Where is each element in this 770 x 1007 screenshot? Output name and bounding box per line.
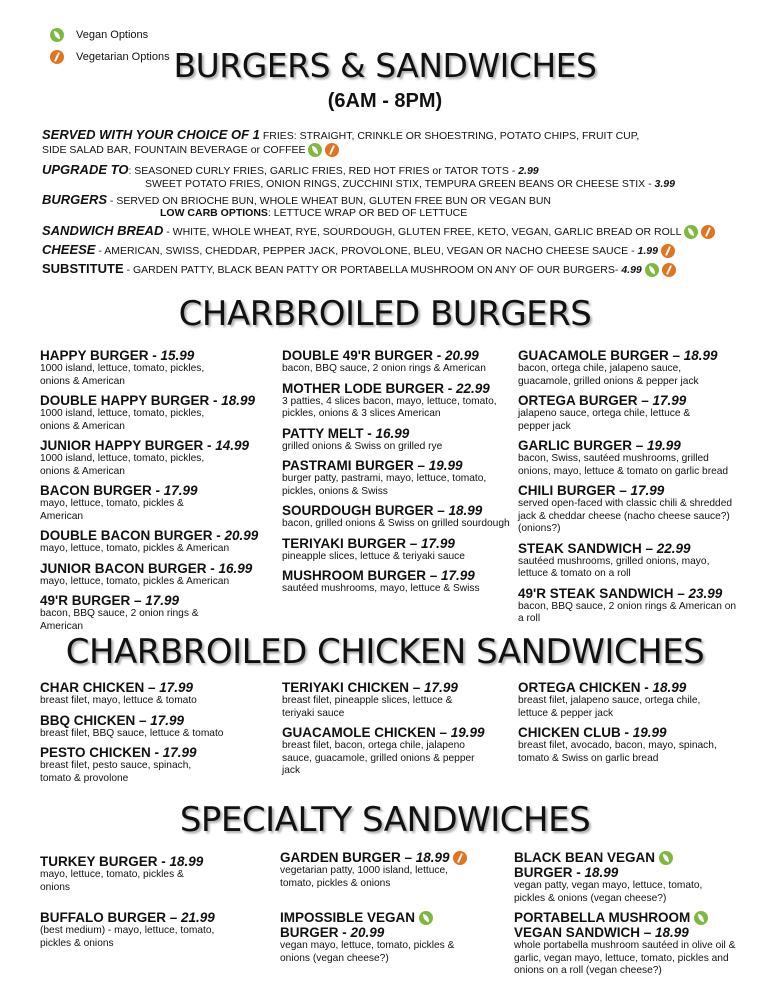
item-name-text: PATTY MELT xyxy=(282,425,364,441)
menu-item xyxy=(518,438,748,478)
item-name-text: ORTEGA CHICKEN xyxy=(518,680,641,695)
carrot-icon xyxy=(662,263,676,277)
item-name-text: BUFFALO BURGER xyxy=(40,910,166,925)
item-name-text: - xyxy=(444,380,456,396)
item-name xyxy=(518,348,748,363)
item-name xyxy=(40,910,250,925)
item-price: 18.99 xyxy=(169,854,204,869)
item-name xyxy=(40,438,275,453)
burgers-bun-line: BURGERS - SERVED ON BRIOCHE BUN, WHOLE WHEAT BUN, GLUTEN FREE BUN OR VEGAN BUN xyxy=(42,192,551,207)
served-with-line: SERVED WITH YOUR CHOICE OF 1 FRIES: STRAIGHT, CRINKLE OR SHOESTRING, POTATO CHIPS, FRUIT CUP, xyxy=(42,127,640,142)
item-description: sautéed mushrooms, grilled onions, mayo, lettuce & tomato on a roll xyxy=(518,555,710,579)
item-name-text: MUSHROOM BURGER xyxy=(282,568,426,583)
item-description: 1000 island, lettuce, tomato, pickles, onions & American xyxy=(40,408,205,432)
section-title-chicken: CHARBROILED CHICKEN SANDWICHES xyxy=(65,632,705,672)
item-name-text: 49'R STEAK SANDWICH xyxy=(518,585,674,601)
item-name xyxy=(282,503,514,518)
menu-item xyxy=(40,393,275,433)
item-name-text: – xyxy=(632,438,648,453)
section-title-burgers-sandwiches: BURGERS & SANDWICHES xyxy=(173,46,597,85)
item-name-text: VEGAN SANDWICH xyxy=(514,925,641,941)
burgers-col-3 xyxy=(518,348,748,631)
item-name-text: – xyxy=(413,458,429,473)
item-name-text: - xyxy=(432,348,445,363)
leaf-icon xyxy=(645,263,659,277)
item-name-text: DOUBLE 49'R BURGER xyxy=(282,348,433,363)
item-name-text: - xyxy=(206,560,219,576)
section-title-charbroiled-burgers: CHARBROILED BURGERS xyxy=(178,294,592,334)
item-name xyxy=(40,393,275,408)
item-price: 17.99 xyxy=(159,680,194,695)
item-name-text: TERIYAKI BURGER xyxy=(282,535,407,551)
item-price: 16.99 xyxy=(218,560,253,576)
item-description: 3 patties, 4 slices bacon, mayo, lettuce, tomato, pickles, onions & 3 slices American xyxy=(282,395,497,419)
item-name xyxy=(282,348,514,363)
item-name-text: - xyxy=(572,865,585,881)
item-name xyxy=(518,725,748,740)
item-name xyxy=(514,865,754,880)
item-description: 1000 island, lettuce, tomato, pickles, onions & American xyxy=(40,363,205,387)
item-name-text: – xyxy=(130,593,146,608)
item-description: mayo, lettuce, tomato, pickles & American xyxy=(40,575,230,587)
item-name-text: GUACAMOLE BURGER xyxy=(518,348,669,363)
menu-item xyxy=(282,680,514,720)
item-description: bacon, BBQ sauce, 2 onion rings & American xyxy=(40,608,199,632)
item-name-text: BURGER xyxy=(280,925,339,941)
item-name-text: PASTRAMI BURGER xyxy=(282,458,414,473)
carrot-icon xyxy=(661,244,675,258)
leaf-icon xyxy=(694,911,708,925)
item-name xyxy=(40,593,275,608)
menu-item xyxy=(40,528,275,556)
specialty-turkey xyxy=(40,854,230,894)
item-name-text: – xyxy=(426,568,442,583)
specialty-garden xyxy=(280,850,500,890)
item-description: 1000 island, lettuce, tomato, pickles, onions & American xyxy=(40,453,205,477)
item-name-text: DOUBLE HAPPY BURGER xyxy=(40,393,210,408)
item-description: vegetarian patty, 1000 island, lettuce, tomato, pickles & onions xyxy=(280,865,449,889)
item-description: mayo, lettuce, tomato, pickles & American xyxy=(40,543,230,554)
item-name-text: - xyxy=(151,483,164,498)
item-description: bacon, BBQ sauce, 2 onion rings & American on a roll xyxy=(518,600,737,624)
item-name xyxy=(40,854,230,869)
item-name xyxy=(40,713,275,728)
item-name-text: PORTABELLA MUSHROOM xyxy=(514,910,691,925)
item-name-text: - xyxy=(157,854,170,869)
item-price: 21.99 xyxy=(181,910,215,925)
item-name-text: - xyxy=(338,925,351,941)
item-name-text: 49'R BURGER xyxy=(40,593,131,608)
item-price: 16.99 xyxy=(375,425,410,441)
item-price: 17.99 xyxy=(630,483,665,498)
item-name xyxy=(282,680,514,695)
item-name-text: SOURDOUGH BURGER xyxy=(282,503,434,518)
section-title-specialty: SPECIALTY SANDWICHES xyxy=(179,800,591,840)
chicken-col-2 xyxy=(282,680,514,783)
hours: (6AM - 8PM) xyxy=(327,90,443,112)
menu-item xyxy=(518,348,748,388)
item-description: breast filet, mayo, lettuce & tomato xyxy=(40,695,197,706)
specialty-buffalo xyxy=(40,910,250,950)
item-price: 19.99 xyxy=(450,725,485,740)
item-name-text: GARLIC BURGER xyxy=(518,438,632,453)
leaf-icon xyxy=(684,225,698,239)
menu-item xyxy=(518,680,748,720)
item-description: jalapeno sauce, ortega chile, lettuce & pepper jack xyxy=(518,408,691,432)
item-price: 20.99 xyxy=(444,348,479,363)
carrot-icon xyxy=(453,851,467,865)
item-price: 20.99 xyxy=(350,925,385,941)
item-name-text: GARDEN BURGER xyxy=(280,850,401,865)
item-name-text: – xyxy=(641,540,657,556)
item-name-text: – xyxy=(406,535,422,551)
item-name xyxy=(40,745,275,760)
item-name-text: - xyxy=(620,725,633,740)
item-description: burger patty, pastrami, mayo, lettuce, tomato, pickles, onions & Swiss xyxy=(282,473,487,497)
menu-item xyxy=(40,438,275,478)
item-name-text: JUNIOR BACON BURGER xyxy=(40,560,207,576)
sandwich-bread-line: SANDWICH BREAD - WHITE, WHOLE WHEAT, RYE, SOURDOUGH, GLUTEN FREE, KETO, VEGAN, GARLIC BREAD OR ROLL xyxy=(42,224,715,239)
menu-item xyxy=(282,725,514,778)
item-name xyxy=(518,586,748,601)
specialty-portabella xyxy=(514,910,759,978)
item-name-text: – xyxy=(144,680,160,695)
item-description: breast filet, jalapeno sauce, ortega chile, lettuce & pepper jack xyxy=(518,695,701,719)
item-name-text: – xyxy=(433,503,449,518)
item-name-text: CHAR CHICKEN xyxy=(40,680,145,695)
item-description: mayo, lettuce, tomato, pickles & American xyxy=(40,498,184,522)
item-name-text: - xyxy=(148,348,161,363)
menu-item xyxy=(40,745,275,785)
item-description: bacon, Swiss, sautéed mushrooms, grilled onions, mayo, lettuce & tomato on garlic bread xyxy=(518,453,729,477)
menu-item xyxy=(40,348,275,388)
item-price: 14.99 xyxy=(215,438,250,453)
item-name xyxy=(40,483,275,498)
menu-item xyxy=(40,561,275,589)
item-name-text: – xyxy=(615,483,631,498)
item-name xyxy=(514,910,759,925)
item-name-text: BLACK BEAN VEGAN xyxy=(514,850,656,865)
menu-item xyxy=(40,483,275,523)
item-description: mayo, lettuce, tomato, pickles & onions xyxy=(40,869,184,893)
item-name-text: ORTEGA BURGER xyxy=(518,393,638,408)
item-description: pineapple slices, lettuce & teriyaki sauce xyxy=(282,550,465,562)
item-price: 17.99 xyxy=(145,593,180,608)
item-name-text: - xyxy=(150,745,163,760)
item-price: 18.99 xyxy=(655,925,689,941)
item-name-text: – xyxy=(435,725,451,740)
item-name xyxy=(282,725,514,740)
legend-vegetarian-label: Vegetarian Options xyxy=(76,51,170,63)
item-description: breast filet, pesto sauce, spinach, tomato & provolone xyxy=(40,760,192,784)
specialty-impossible xyxy=(280,910,500,965)
item-price: 23.99 xyxy=(688,585,723,601)
item-description: vegan patty, vegan mayo, lettuce, tomato, pickles & onions (vegan cheese?) xyxy=(514,880,703,904)
item-name xyxy=(40,348,275,363)
item-description: breast filet, bacon, ortega chile, jalapeno sauce, guacamole, grilled onions & pepper jack xyxy=(282,740,475,776)
item-name-text: - xyxy=(212,528,225,543)
item-name xyxy=(518,438,748,453)
item-description: breast filet, pineapple slices, lettuce & teriyaki sauce xyxy=(282,695,453,719)
upgrade-line-2: SWEET POTATO FRIES, ONION RINGS, ZUCCHINI STIX, TEMPURA GREEN BEANS OR CHEESE STIX - 3.99 xyxy=(145,178,675,190)
chicken-col-3 xyxy=(518,680,748,770)
menu-item xyxy=(518,725,748,765)
item-name xyxy=(40,680,275,695)
menu-item xyxy=(282,536,514,564)
item-name-text: - xyxy=(209,393,222,408)
menu-item xyxy=(518,483,748,536)
item-name xyxy=(514,925,759,940)
item-price: 18.99 xyxy=(415,850,450,865)
item-name xyxy=(280,925,500,940)
item-name-text: JUNIOR HAPPY BURGER xyxy=(40,438,204,453)
item-name-text: CHILI BURGER xyxy=(518,483,616,498)
burgers-col-1 xyxy=(40,348,275,638)
leaf-icon xyxy=(659,851,673,865)
item-name xyxy=(282,426,514,441)
item-name xyxy=(518,483,748,498)
carrot-icon xyxy=(701,225,715,239)
item-price: 19.99 xyxy=(428,458,463,473)
item-name-text: IMPOSSIBLE VEGAN xyxy=(280,910,416,925)
substitute-line: SUBSTITUTE - GARDEN PATTY, BLACK BEAN PATTY OR PORTABELLA MUSHROOM ON ANY OF OUR BURGERS- 4.99 xyxy=(42,262,676,277)
legend-vegan xyxy=(50,28,148,42)
item-price: 19.99 xyxy=(632,725,667,740)
item-price: 18.99 xyxy=(584,865,619,881)
legend-vegan-label: Vegan Options xyxy=(76,29,149,41)
item-price: 17.99 xyxy=(150,712,185,728)
item-name xyxy=(40,561,275,576)
specialty-black-bean xyxy=(514,850,754,905)
menu-item xyxy=(282,568,514,596)
item-name-text: – xyxy=(673,585,689,601)
leaf-icon xyxy=(419,911,433,925)
item-description: (best medium) - mayo, lettuce, tomato, pickles & onions xyxy=(40,925,215,949)
item-price: 18.99 xyxy=(652,680,687,695)
menu-item xyxy=(282,503,514,531)
menu-item xyxy=(518,586,748,626)
item-name xyxy=(514,850,754,865)
item-name-text: TERIYAKI CHICKEN xyxy=(282,680,410,695)
item-name-text: TURKEY BURGER xyxy=(40,854,158,869)
item-name-text: GUACAMOLE CHICKEN xyxy=(282,725,436,740)
menu-item xyxy=(518,393,748,433)
carrot-icon xyxy=(325,143,339,157)
chicken-col-1 xyxy=(40,680,275,790)
item-price: 17.99 xyxy=(441,568,475,583)
menu-item xyxy=(518,541,748,581)
item-name-text: – xyxy=(640,925,656,941)
item-name-text: CHICKEN CLUB xyxy=(518,725,621,740)
item-name-text: – xyxy=(409,680,425,695)
menu-item xyxy=(282,348,514,376)
item-description: vegan mayo, lettuce, tomato, pickles & onions (vegan cheese?) xyxy=(280,940,455,964)
item-name xyxy=(518,541,748,556)
item-name xyxy=(40,528,275,543)
item-price: 19.99 xyxy=(647,438,681,453)
served-label: SERVED WITH YOUR CHOICE OF 1 xyxy=(42,127,260,142)
item-name-text: – xyxy=(668,348,684,363)
item-name-text: – xyxy=(135,712,151,728)
item-name-text: – xyxy=(166,910,182,925)
upgrade-line: UPGRADE TO: SEASONED CURLY FRIES, GARLIC FRIES, RED HOT FRIES or TATOR TOTS - 2.99 xyxy=(42,162,539,177)
item-name xyxy=(280,850,500,865)
item-description: whole portabella mushroom sautéed in olive oil & garlic, vegan mayo, lettuce, tomato, pickles and onions on a roll (vegan cheese?) xyxy=(514,940,736,977)
item-price: 15.99 xyxy=(160,348,195,363)
item-description: served open-faced with classic chili & shredded jack & cheddar cheese (nacho cheese sauce?)(onions?) xyxy=(518,498,733,534)
item-price: 17.99 xyxy=(163,483,198,498)
item-price: 20.99 xyxy=(224,528,259,543)
item-name-text: - xyxy=(203,438,216,453)
item-price: 17.99 xyxy=(421,535,455,551)
item-price: 18.99 xyxy=(448,503,483,518)
item-name-text: HAPPY BURGER xyxy=(40,348,149,363)
menu-item xyxy=(282,381,514,421)
item-name-text: BURGER xyxy=(514,865,573,881)
low-carb-line: LOW CARB OPTIONS: LETTUCE WRAP OR BED OF LETTUCE xyxy=(160,207,468,219)
item-price: 18.99 xyxy=(683,348,718,363)
leaf-icon xyxy=(308,143,322,157)
item-name xyxy=(518,680,748,695)
menu-item xyxy=(282,426,514,454)
item-name-text: BACON BURGER xyxy=(40,483,152,498)
item-price: 17.99 xyxy=(162,745,197,760)
item-description: bacon, grilled onions & Swiss on grilled sourdough xyxy=(282,518,510,529)
cheese-line: CHEESE - AMERICAN, SWISS, CHEDDAR, PEPPER JACK, PROVOLONE, BLEU, VEGAN OR NACHO CHEESE SAUCE - 1.99 xyxy=(42,243,675,258)
served-with-line-2: SIDE SALAD BAR, FOUNTAIN BEVERAGE or COFFEE xyxy=(42,143,339,157)
item-name xyxy=(282,458,514,473)
item-price: 17.99 xyxy=(424,680,458,695)
item-name-text: PESTO CHICKEN xyxy=(40,745,151,760)
item-description: bacon, ortega chile, jalapeno sauce, guacamole, grilled onions & pepper jack xyxy=(518,363,699,387)
item-name xyxy=(282,568,514,583)
item-description: bacon, BBQ sauce, 2 onion rings & American xyxy=(282,363,486,374)
menu-item xyxy=(40,713,275,741)
item-name-text: DOUBLE BACON BURGER xyxy=(40,528,213,543)
menu-item xyxy=(40,593,275,633)
menu-item xyxy=(40,680,275,708)
item-name xyxy=(518,393,748,408)
item-price: 22.99 xyxy=(456,380,490,396)
item-name-text: – xyxy=(637,393,653,408)
item-name-text: - xyxy=(640,680,653,695)
item-name xyxy=(282,536,514,551)
item-name xyxy=(282,381,514,396)
leaf-icon xyxy=(50,28,64,42)
item-price: 18.99 xyxy=(221,393,256,408)
menu-item xyxy=(282,458,514,498)
item-name-text: MOTHER LODE BURGER xyxy=(282,380,444,396)
item-price: 17.99 xyxy=(652,393,687,408)
item-description: sautéed mushrooms, mayo, lettuce & Swiss xyxy=(282,583,480,594)
item-description: breast filet, BBQ sauce, lettuce & tomato xyxy=(40,727,224,739)
item-name-text: - xyxy=(363,425,376,441)
item-description: grilled onions & Swiss on grilled rye xyxy=(282,440,443,452)
item-name xyxy=(280,910,500,925)
item-name-text: – xyxy=(400,850,416,865)
item-description: breast filet, avocado, bacon, mayo, spinach, tomato & Swiss on garlic bread xyxy=(518,740,717,764)
item-name-text: BBQ CHICKEN xyxy=(40,712,136,728)
item-price: 22.99 xyxy=(656,540,691,556)
item-name-text: STEAK SANDWICH xyxy=(518,540,642,556)
burgers-col-2 xyxy=(282,348,514,601)
